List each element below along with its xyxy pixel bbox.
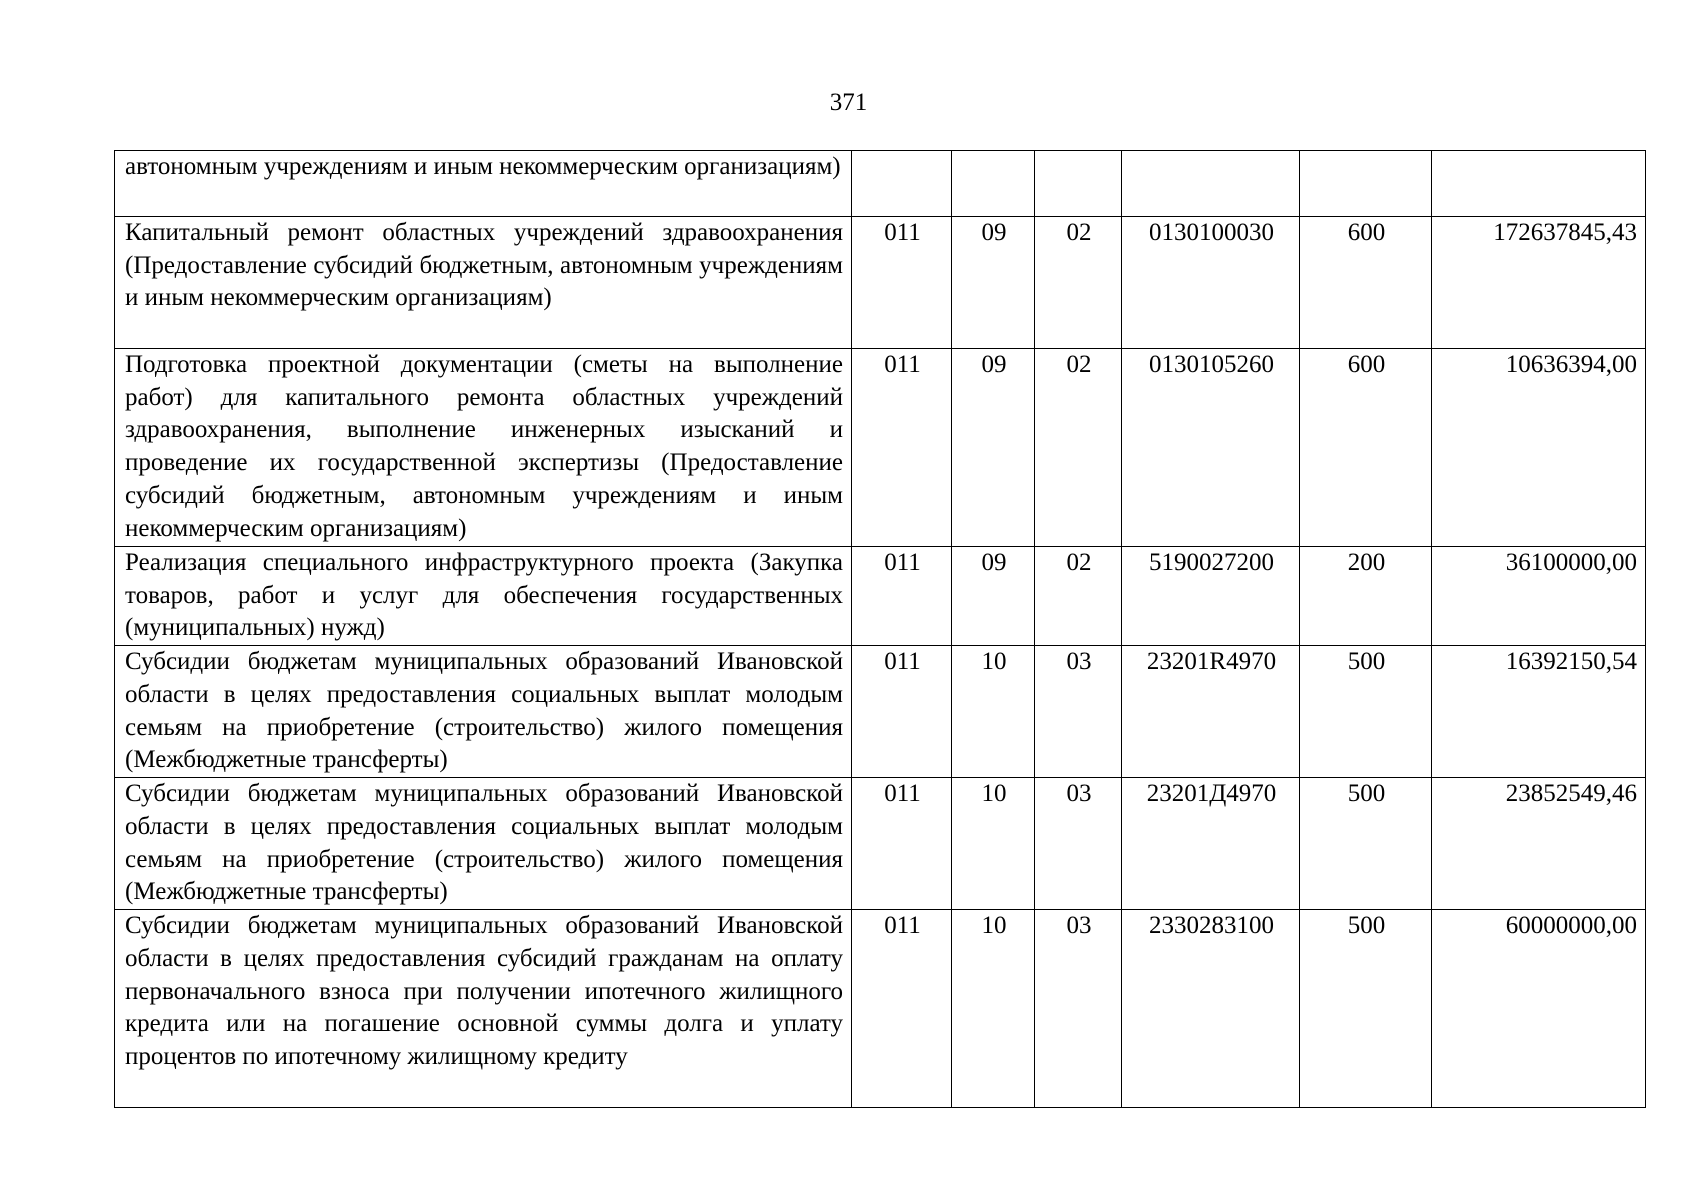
row-description: Субсидии бюджетам муниципальных образований Ивановской области в целях предоставления социальных выплат молодым семьям на приобретение (строительство) жилого помещения (Межбюджетные трансферты): [115, 778, 852, 910]
section-code: 09: [952, 349, 1035, 547]
section-code: 09: [952, 217, 1035, 349]
subsection-code: 02: [1035, 217, 1122, 349]
target-article-code: 5190027200: [1122, 547, 1300, 646]
table-row: [115, 217, 1646, 349]
row-description: автономным учреждениям и иным некоммерческим организациям): [115, 151, 852, 217]
table-row: [115, 547, 1646, 646]
row-description: Реализация специального инфраструктурного проекта (Закупка товаров, работ и услуг для обеспечения государственных (муниципальных) нужд): [115, 547, 852, 646]
ministry-code: 011: [852, 547, 952, 646]
section-code: 10: [952, 778, 1035, 910]
section-code: 10: [952, 646, 1035, 778]
row-description: Подготовка проектной документации (сметы на выполнение работ) для капитального ремонта областных учреждений здравоохранения, выполнение инженерных изысканий и проведение их государственной экспертизы (Предоставление субсидий бюджетным, автономным учреждениям и иным некоммерческим организациям): [115, 349, 852, 547]
section-code: [952, 151, 1035, 217]
subsection-code: 03: [1035, 646, 1122, 778]
expense-type-code: 600: [1300, 349, 1432, 547]
target-article-code: [1122, 151, 1300, 217]
subsection-code: 03: [1035, 778, 1122, 910]
row-description: Субсидии бюджетам муниципальных образований Ивановской области в целях предоставления субсидий гражданам на оплату первоначального взноса при получении ипотечного жилищного кредита или на погашение основной суммы долга и уплату процентов по ипотечному жилищному кредиту: [115, 910, 852, 1108]
budget-table: [114, 150, 1646, 1108]
table-row: [115, 910, 1646, 1108]
amount-value: 36100000,00: [1432, 547, 1646, 646]
expense-type-code: 200: [1300, 547, 1432, 646]
target-article-code: 0130105260: [1122, 349, 1300, 547]
table-row: [115, 151, 1646, 217]
expense-type-code: 600: [1300, 217, 1432, 349]
expense-type-code: [1300, 151, 1432, 217]
expense-type-code: 500: [1300, 910, 1432, 1108]
expense-type-code: 500: [1300, 778, 1432, 910]
ministry-code: 011: [852, 349, 952, 547]
target-article-code: 0130100030: [1122, 217, 1300, 349]
subsection-code: 02: [1035, 547, 1122, 646]
amount-value: 60000000,00: [1432, 910, 1646, 1108]
subsection-code: 02: [1035, 349, 1122, 547]
ministry-code: 011: [852, 646, 952, 778]
amount-value: 16392150,54: [1432, 646, 1646, 778]
page-number: 371: [829, 89, 868, 116]
section-code: 09: [952, 547, 1035, 646]
table-row: [115, 349, 1646, 547]
table-row: [115, 778, 1646, 910]
section-code: 10: [952, 910, 1035, 1108]
subsection-code: 03: [1035, 910, 1122, 1108]
target-article-code: 23201Д4970: [1122, 778, 1300, 910]
ministry-code: 011: [852, 778, 952, 910]
row-description: Капитальный ремонт областных учреждений здравоохранения (Предоставление субсидий бюджетным, автономным учреждениям и иным некоммерческим организациям): [115, 217, 852, 349]
ministry-code: [852, 151, 952, 217]
row-description: Субсидии бюджетам муниципальных образований Ивановской области в целях предоставления социальных выплат молодым семьям на приобретение (строительство) жилого помещения (Межбюджетные трансферты): [115, 646, 852, 778]
amount-value: 172637845,43: [1432, 217, 1646, 349]
table-row: [115, 646, 1646, 778]
target-article-code: 2330283100: [1122, 910, 1300, 1108]
target-article-code: 23201R4970: [1122, 646, 1300, 778]
amount-value: [1432, 151, 1646, 217]
expense-type-code: 500: [1300, 646, 1432, 778]
ministry-code: 011: [852, 910, 952, 1108]
amount-value: 23852549,46: [1432, 778, 1646, 910]
ministry-code: 011: [852, 217, 952, 349]
amount-value: 10636394,00: [1432, 349, 1646, 547]
subsection-code: [1035, 151, 1122, 217]
